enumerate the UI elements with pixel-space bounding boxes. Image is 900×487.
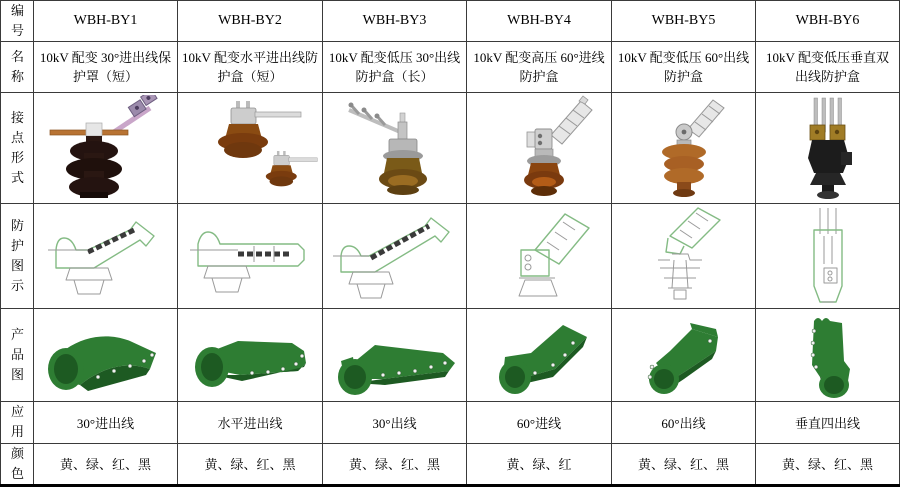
application-by3: 30°出线	[323, 402, 467, 443]
green-cover-60deg-inlet-icon	[469, 311, 609, 399]
row-label-name: 名称	[1, 42, 34, 93]
name-by4: 10kV 配变高压 60°进线防护盒	[467, 42, 612, 93]
colors-by3: 黄、绿、红、黑	[323, 443, 467, 485]
product-photo-by2	[178, 309, 323, 402]
cad-vertical-cover-icon	[758, 206, 898, 306]
dark-insulator-30deg-busbar-icon	[36, 95, 176, 201]
row-label-product-photo: 产品图	[1, 309, 34, 402]
connection-photo-by5	[612, 93, 756, 204]
cad-horizontal-cover-icon	[180, 206, 320, 306]
model-by1: WBH-BY1	[34, 1, 178, 42]
name-by6: 10kV 配变低压垂直双出线防护盒	[756, 42, 900, 93]
protection-drawing-by6	[756, 204, 900, 309]
row-product-photo	[1, 309, 900, 402]
horizontal-rod-bushings-icon	[180, 95, 320, 201]
colors-by6: 黄、绿、红、黑	[756, 443, 900, 485]
colors-by2: 黄、绿、红、黑	[178, 443, 323, 485]
protection-drawing-by3	[323, 204, 467, 309]
connection-photo-by1	[34, 93, 178, 204]
product-photo-by3	[323, 309, 467, 402]
bushing-30deg-bolted-bar-icon	[325, 95, 465, 201]
green-cover-30deg-icon	[36, 311, 176, 399]
protection-drawing-by5	[612, 204, 756, 309]
row-label-color: 颜色	[1, 443, 34, 485]
product-photo-by4	[467, 309, 612, 402]
protection-drawing-by4	[467, 204, 612, 309]
colors-by1: 黄、绿、红、黑	[34, 443, 178, 485]
green-cover-vertical-icon	[758, 311, 898, 399]
name-by5: 10kV 配变低压 60°出线防护盒	[612, 42, 756, 93]
green-cover-60deg-outlet-icon	[614, 311, 754, 399]
vertical-quad-rod-connector-icon	[758, 95, 898, 201]
application-by6: 垂直四出线	[756, 402, 900, 443]
cad-30deg-cover-icon	[36, 206, 176, 306]
colors-by4: 黄、绿、红	[467, 443, 612, 485]
application-by1: 30°进出线	[34, 402, 178, 443]
model-by3: WBH-BY3	[323, 1, 467, 42]
row-color	[1, 443, 900, 485]
connection-photo-by6	[756, 93, 900, 204]
product-photo-by5	[612, 309, 756, 402]
connection-photo-by4	[467, 93, 612, 204]
row-protection-diagram	[1, 204, 900, 309]
application-by5: 60°出线	[612, 402, 756, 443]
row-application	[1, 402, 900, 443]
name-by1: 10kV 配变 30°进出线保护罩（短）	[34, 42, 178, 93]
name-by2: 10kV 配变水平进出线防护盒（短）	[178, 42, 323, 93]
application-by2: 水平进出线	[178, 402, 323, 443]
row-label-id: 编号	[1, 1, 34, 42]
name-by3: 10kV 配变低压 30°出线防护盒（长）	[323, 42, 467, 93]
green-cover-30deg-long-icon	[325, 311, 465, 399]
copper-insulator-60deg-bar-icon	[614, 95, 754, 201]
protection-drawing-by2	[178, 204, 323, 309]
product-photo-by1	[34, 309, 178, 402]
model-by5: WBH-BY5	[612, 1, 756, 42]
model-by4: WBH-BY4	[467, 1, 612, 42]
row-label-protection-diagram: 防护图示	[1, 204, 34, 309]
bushing-60deg-serrated-bar-icon	[469, 95, 609, 201]
connection-photo-by2	[178, 93, 323, 204]
row-model	[1, 1, 900, 42]
product-photo-by6	[756, 309, 900, 402]
row-label-connection-form: 接点形式	[1, 93, 34, 204]
application-by4: 60°进线	[467, 402, 612, 443]
row-connection-form	[1, 93, 900, 204]
row-name	[1, 42, 900, 93]
cad-60deg-cover-icon	[469, 206, 609, 306]
green-cover-horizontal-icon	[180, 311, 320, 399]
protection-drawing-by1	[34, 204, 178, 309]
cad-30deg-long-cover-icon	[325, 206, 465, 306]
connection-photo-by3	[323, 93, 467, 204]
row-label-application: 应用	[1, 402, 34, 443]
model-by6: WBH-BY6	[756, 1, 900, 42]
model-by2: WBH-BY2	[178, 1, 323, 42]
colors-by5: 黄、绿、红、黑	[612, 443, 756, 485]
cad-60deg-outlet-cover-icon	[614, 206, 754, 306]
